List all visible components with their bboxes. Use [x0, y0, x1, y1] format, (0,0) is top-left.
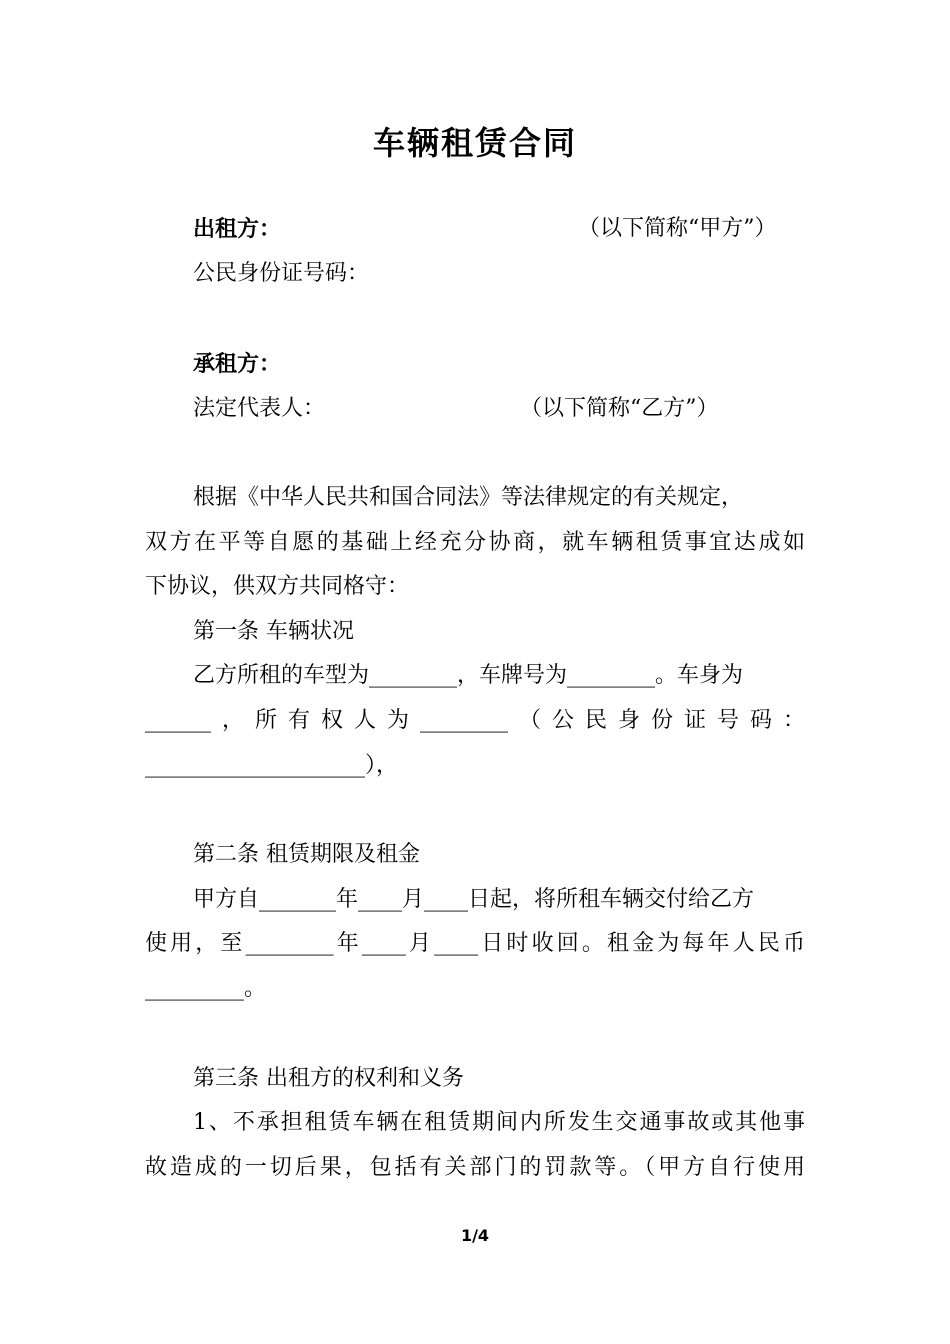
article2-line-2: 使用，至________年____月____日时收回。租金为每年人民币 [145, 931, 805, 956]
lessor-id-label: 公民身份证号码： [193, 261, 370, 286]
preamble-line-2: 双方在平等自愿的基础上经充分协商，就车辆租赁事宜达成如 [145, 530, 805, 555]
article3-line-2: 故造成的一切后果，包括有关部门的罚款等。（甲方自行使用 [145, 1155, 805, 1180]
article3-line-1: 1、不承担租赁车辆在租赁期间内所发生交通事故或其他事 [193, 1110, 805, 1135]
article1-line-3: ____________________）， [145, 753, 399, 778]
article3-heading: 第三条 出租方的权利和义务 [193, 1066, 464, 1091]
article2-line-1: 甲方自_______年____月____日起，将所租车辆交付给乙方 [193, 887, 755, 912]
lessee-label: 承租方： [193, 351, 282, 377]
lessee-alias: （以下简称“乙方”） [520, 396, 719, 421]
article1-line-2: ______，所有权人为________（公民身份证号码： [145, 708, 805, 733]
article2-line-3: _________。 [145, 976, 267, 1001]
lessor-label: 出租方： [193, 216, 282, 242]
preamble-line-3: 下协议，供双方共同格守： [145, 574, 410, 599]
preamble-line-1: 根据《中华人民共和国合同法》等法律规定的有关规定， [193, 485, 744, 510]
document-title: 车辆租赁合同 [372, 124, 577, 162]
lessee-rep-label: 法定代表人： [193, 396, 326, 421]
lessor-alias: （以下简称“甲方”） [578, 216, 777, 241]
article2-heading: 第二条 租赁期限及租金 [193, 842, 420, 867]
article1-heading: 第一条 车辆状况 [193, 619, 354, 644]
article1-line-1: 乙方所租的车型为________，车牌号为________。车身为 [193, 663, 744, 688]
page-number: 1/4 [460, 1226, 490, 1245]
